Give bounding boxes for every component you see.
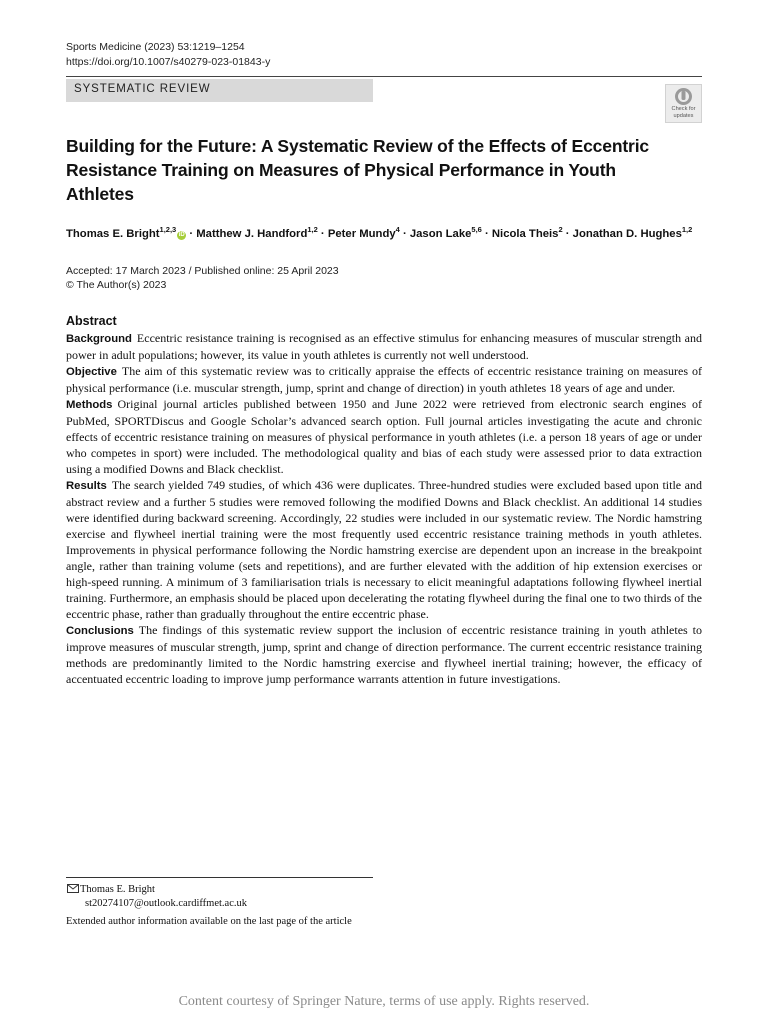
author-affiliation: 4: [395, 225, 400, 234]
orcid-icon[interactable]: iD: [178, 231, 185, 238]
author-separator: ·: [317, 227, 328, 240]
author-affiliation: 1,2,3: [159, 225, 177, 234]
abstract-section-label: Objective: [66, 366, 117, 378]
extended-author-info: Extended author information available on the last page of the article: [66, 916, 352, 927]
abstract-section-text: The search yielded 749 studies, of which 436 were duplicates. Three-hundred studies were excluded based upon title and abstract review and a further 5 studies were removed following the modified Downs and Black checklist. An additional 14 studies were identified during backward screening. Accordingly, 22 studies were included in our systematic review. The Nordic hamstring exercise and flywheel inertial training were the most frequently used eccentric resistance training methods in youth athletes. Improvements in physical performance following the Nordic hamstring exercise are dependent upon an increase in the breakpoint angle, rather than training volume (sets and repetitions), and are further elevated with the addition of hip extension exercises or high-speed running. A minimum of 3 familiarisation trials is necessary to elicit meaningful adaptations following flywheel inertial training. Furthermore, an emphasis should be placed upon decelerating the rotating flywheel during the final one to two thirds of the eccentric phase, rather than gradually throughout the entire eccentric phase.: [66, 478, 702, 621]
check-badge-line1: Check for: [671, 106, 696, 112]
abstract-conclusions: [66, 622, 702, 687]
corresponding-author-email[interactable]: st20274107@outlook.cardiffmet.ac.uk: [85, 897, 247, 909]
header-divider: [66, 76, 702, 77]
author-list: [66, 225, 716, 240]
author-name[interactable]: Matthew J. Handford: [196, 227, 308, 240]
abstract-body: [66, 330, 702, 687]
correspondence-block: [66, 883, 247, 910]
author-separator: ·: [399, 227, 410, 240]
abstract-methods: [66, 396, 702, 477]
abstract-section-label: Methods: [66, 399, 113, 411]
author-separator: ·: [481, 227, 492, 240]
article-type-label: SYSTEMATIC REVIEW: [74, 83, 211, 95]
author-name[interactable]: Jason Lake: [409, 227, 472, 240]
abstract-section-label: Conclusions: [66, 625, 134, 637]
abstract-section-text: Original journal articles published between 1950 and June 2022 were retrieved from electronic search engines of PubMed, SPORTDiscus and Google Scholar’s advanced search option. Full journal articles investigating the acute and chronic effects of eccentric resistance training on measures of physical performance in youth athletes (i.e. a person 18 years of age or under who competes in sport) were included. The methodological quality and bias of each study were assessed prior to data extraction using a modified Downs and Black checklist.: [66, 397, 702, 476]
check-for-updates-badge[interactable]: [665, 84, 702, 123]
abstract-heading: Abstract: [66, 314, 117, 328]
abstract-section-label: Results: [66, 480, 107, 492]
check-for-updates-icon: [674, 87, 693, 106]
check-for-updates-text: [666, 106, 701, 119]
abstract-section-label: Background: [66, 333, 132, 345]
envelope-icon: [66, 884, 80, 893]
author-separator: ·: [562, 227, 573, 240]
author-affiliation: 1,2: [307, 225, 318, 234]
author-name[interactable]: Thomas E. Bright: [66, 227, 160, 240]
author-name[interactable]: Jonathan D. Hughes: [572, 227, 682, 240]
abstract-section-text: The findings of this systematic review support the inclusion of eccentric resistance training in youth athletes to improve measures of muscular strength, jump, sprint and change of direction performance. The current eccentric resistance training methods are predominantly limited to the Nordic hamstring exercise and flywheel inertial training; however, the efficacy of accentuated eccentric loading to improve jump performance warrants attention in future investigations.: [66, 623, 702, 686]
abstract-section-text: Eccentric resistance training is recognised as an effective stimulus for enhancing measures of muscular strength and power in adult populations; however, its value in youth athletes is currently not well understood.: [66, 331, 702, 362]
author-name[interactable]: Peter Mundy: [327, 227, 396, 240]
author-separator: ·: [186, 227, 197, 240]
article-type-band: [66, 79, 373, 102]
doi-link[interactable]: https://doi.org/10.1007/s40279-023-01843-y: [66, 56, 271, 68]
copyright-notice: © The Author(s) 2023: [66, 279, 167, 291]
accepted-published-dates: Accepted: 17 March 2023 / Published online: 25 April 2023: [66, 265, 339, 277]
corresponding-author-name: Thomas E. Bright: [80, 884, 155, 895]
abstract-background: [66, 330, 702, 363]
article-title: Building for the Future: A Systematic Review of the Effects of Eccentric Resistance Training on Measures of Physical Performance in Youth Athletes: [66, 136, 650, 204]
journal-meta: [66, 40, 270, 70]
footnote-divider: [66, 877, 373, 878]
check-badge-line2: updates: [673, 112, 694, 119]
author-name[interactable]: Nicola Theis: [491, 227, 559, 240]
author-affiliation: 5,6: [471, 225, 482, 234]
abstract-results: [66, 477, 702, 622]
author-affiliation: 1,2: [681, 225, 693, 234]
abstract-section-text: The aim of this systematic review was to critically appraise the effects of eccentric resistance training on measures of physical performance (i.e. muscular strength, jump, sprint and change of direction) in youth athletes 18 years of age and under.: [66, 364, 702, 395]
author-affiliation: 2: [558, 225, 563, 234]
courtesy-notice: Content courtesy of Springer Nature, terms of use apply. Rights reserved.: [178, 994, 590, 1009]
journal-citation: Sports Medicine (2023) 53:1219–1254: [66, 41, 245, 53]
publication-dates: [66, 264, 339, 292]
abstract-objective: [66, 363, 702, 396]
